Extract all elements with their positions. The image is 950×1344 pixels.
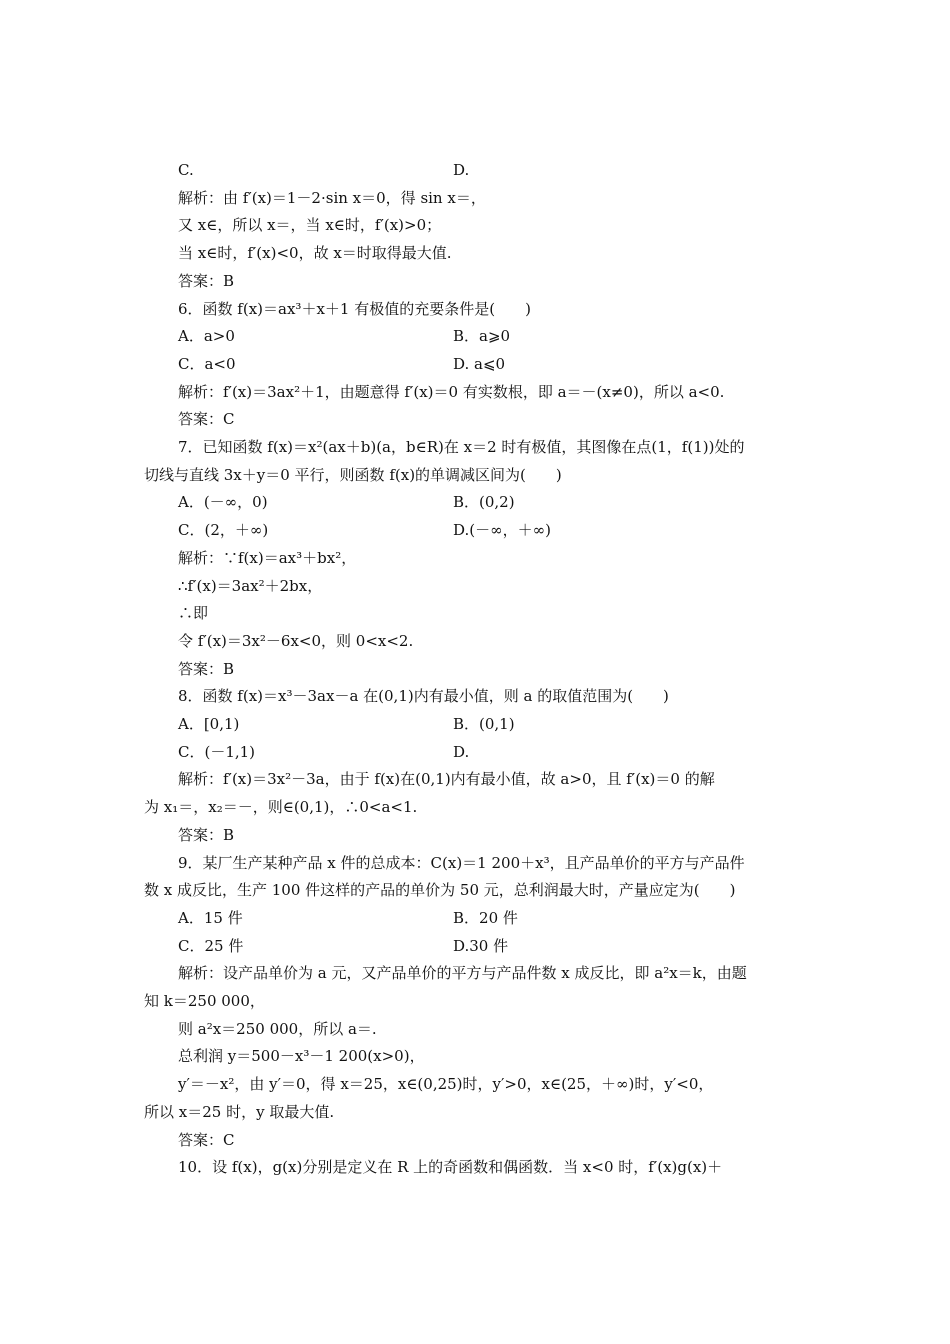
line-text: 为 x₁＝，x₂＝－，则∈(0,1)，∴0<a<1. — [144, 798, 418, 817]
line-text: y′＝－x²，由 y′＝0，得 x＝25，x∈(0,25)时，y′>0，x∈(25，＋∞)时，y′<0， — [178, 1075, 714, 1094]
text-line — [0, 406, 950, 432]
option-left: C．25 件 — [178, 936, 244, 955]
text-line — [0, 1016, 950, 1042]
text-line — [0, 766, 950, 792]
text-line — [0, 379, 950, 405]
line-text: 解析：设产品单价为 a 元，又产品单价的平方与产品件数 x 成反比，即 a²x＝k，由题 — [178, 964, 747, 983]
text-line — [0, 185, 950, 211]
option-right: D. a⩽0 — [453, 354, 506, 373]
text-line — [0, 711, 950, 737]
option-left: C．a<0 — [178, 354, 236, 373]
option-right: B．a⩾0 — [453, 327, 511, 346]
line-text: 知 k＝250 000， — [144, 992, 265, 1010]
line-text: 答案：B — [178, 659, 235, 678]
option-left: A．[0,1) — [178, 715, 240, 733]
line-text: 当 x∈时，f′(x)<0，故 x＝时取得最大值. — [178, 244, 452, 263]
text-line — [0, 212, 950, 238]
line-text: 总利润 y＝500－x³－1 200(x>0)， — [178, 1047, 425, 1066]
text-line — [0, 573, 950, 599]
text-line — [0, 988, 950, 1014]
text-line — [0, 1043, 950, 1069]
text-line — [0, 545, 950, 571]
text-line — [0, 296, 950, 322]
line-text: 答案：B — [178, 825, 235, 844]
line-text: 6．函数 f(x)＝ax³＋x＋1 有极值的充要条件是( ) — [178, 299, 531, 318]
option-left: A．(－∞，0) — [178, 493, 268, 512]
option-right: D. — [453, 161, 470, 179]
line-text: 令 f′(x)＝3x²－6x<0，则 0<x<2. — [178, 631, 414, 650]
text-line — [0, 489, 950, 515]
option-left: C. — [178, 161, 194, 179]
text-line — [0, 628, 950, 654]
text-line — [0, 351, 950, 377]
option-right: D.(－∞，＋∞) — [453, 521, 551, 540]
text-line — [0, 1071, 950, 1097]
text-line — [0, 157, 950, 183]
line-text: 8．函数 f(x)＝x³－3ax－a 在(0,1)内有最小值，则 a 的取值范围为( ) — [178, 687, 669, 706]
text-line — [0, 517, 950, 543]
option-right: B．20 件 — [453, 908, 518, 927]
line-text: ∴f′(x)＝3ax²＋2bx， — [178, 576, 323, 595]
line-text: 所以 x＝25 时，y 取最大值. — [144, 1102, 335, 1121]
text-line — [0, 656, 950, 682]
text-line — [0, 960, 950, 986]
option-right: D. — [453, 742, 470, 761]
option-left: A．a>0 — [178, 327, 235, 346]
text-line — [0, 434, 950, 460]
text-line — [0, 877, 950, 903]
text-line — [0, 739, 950, 765]
text-line — [0, 1127, 950, 1153]
line-text: 切线与直线 3x＋y＝0 平行，则函数 f(x)的单调减区间为( ) — [144, 465, 562, 484]
text-line — [0, 268, 950, 294]
text-line — [0, 1154, 950, 1180]
line-text: 7．已知函数 f(x)＝x²(ax＋b)(a，b∈R)在 x＝2 时有极值，其图像在点(1，f(1))处的 — [178, 438, 745, 456]
text-line — [0, 462, 950, 488]
text-line — [0, 600, 950, 626]
option-right: B．(0,1) — [453, 715, 515, 733]
text-line — [0, 905, 950, 931]
line-text: 答案：B — [178, 271, 235, 290]
text-line — [0, 323, 950, 349]
text-line — [0, 1099, 950, 1125]
option-left: C．(－1,1) — [178, 742, 256, 761]
text-line — [0, 794, 950, 820]
text-line — [0, 933, 950, 959]
text-line — [0, 822, 950, 848]
line-text: ∴即 — [178, 604, 209, 623]
line-text: 解析：由 f′(x)＝1－2·sin x＝0，得 sin x＝， — [178, 188, 486, 207]
line-text: 又 x∈，所以 x＝，当 x∈时，f′(x)>0； — [178, 216, 442, 235]
line-text: 则 a²x＝250 000，所以 a＝. — [178, 1019, 377, 1038]
line-text: 解析：∵f(x)＝ax³＋bx²， — [178, 548, 357, 567]
text-line — [0, 683, 950, 709]
line-text: 数 x 成反比，生产 100 件这样的产品的单价为 50 元，总利润最大时，产量应定为( ) — [144, 881, 736, 900]
line-text: 10．设 f(x)，g(x)分别是定义在 R 上的奇函数和偶函数．当 x<0 时，f′(x)g(x)＋ — [178, 1158, 723, 1177]
line-text: 解析：f′(x)＝3ax²＋1，由题意得 f′(x)＝0 有实数根，即 a＝－(x≠0)，所以 a<0. — [178, 382, 725, 401]
line-text: 答案：C — [178, 1130, 235, 1149]
line-text: 答案：C — [178, 410, 235, 429]
line-text: 9．某厂生产某种产品 x 件的总成本：C(x)＝1 200＋x³，且产品单价的平方与产品件 — [178, 853, 745, 872]
line-text: 解析：f′(x)＝3x²－3a，由于 f(x)在(0,1)内有最小值，故 a>0，且 f′(x)＝0 的解 — [178, 770, 715, 789]
option-right: B．(0,2) — [453, 493, 515, 512]
text-line — [0, 240, 950, 266]
option-right: D.30 件 — [453, 936, 509, 955]
text-line — [0, 850, 950, 876]
option-left: C．(2，＋∞) — [178, 521, 269, 540]
option-left: A．15 件 — [178, 908, 243, 927]
